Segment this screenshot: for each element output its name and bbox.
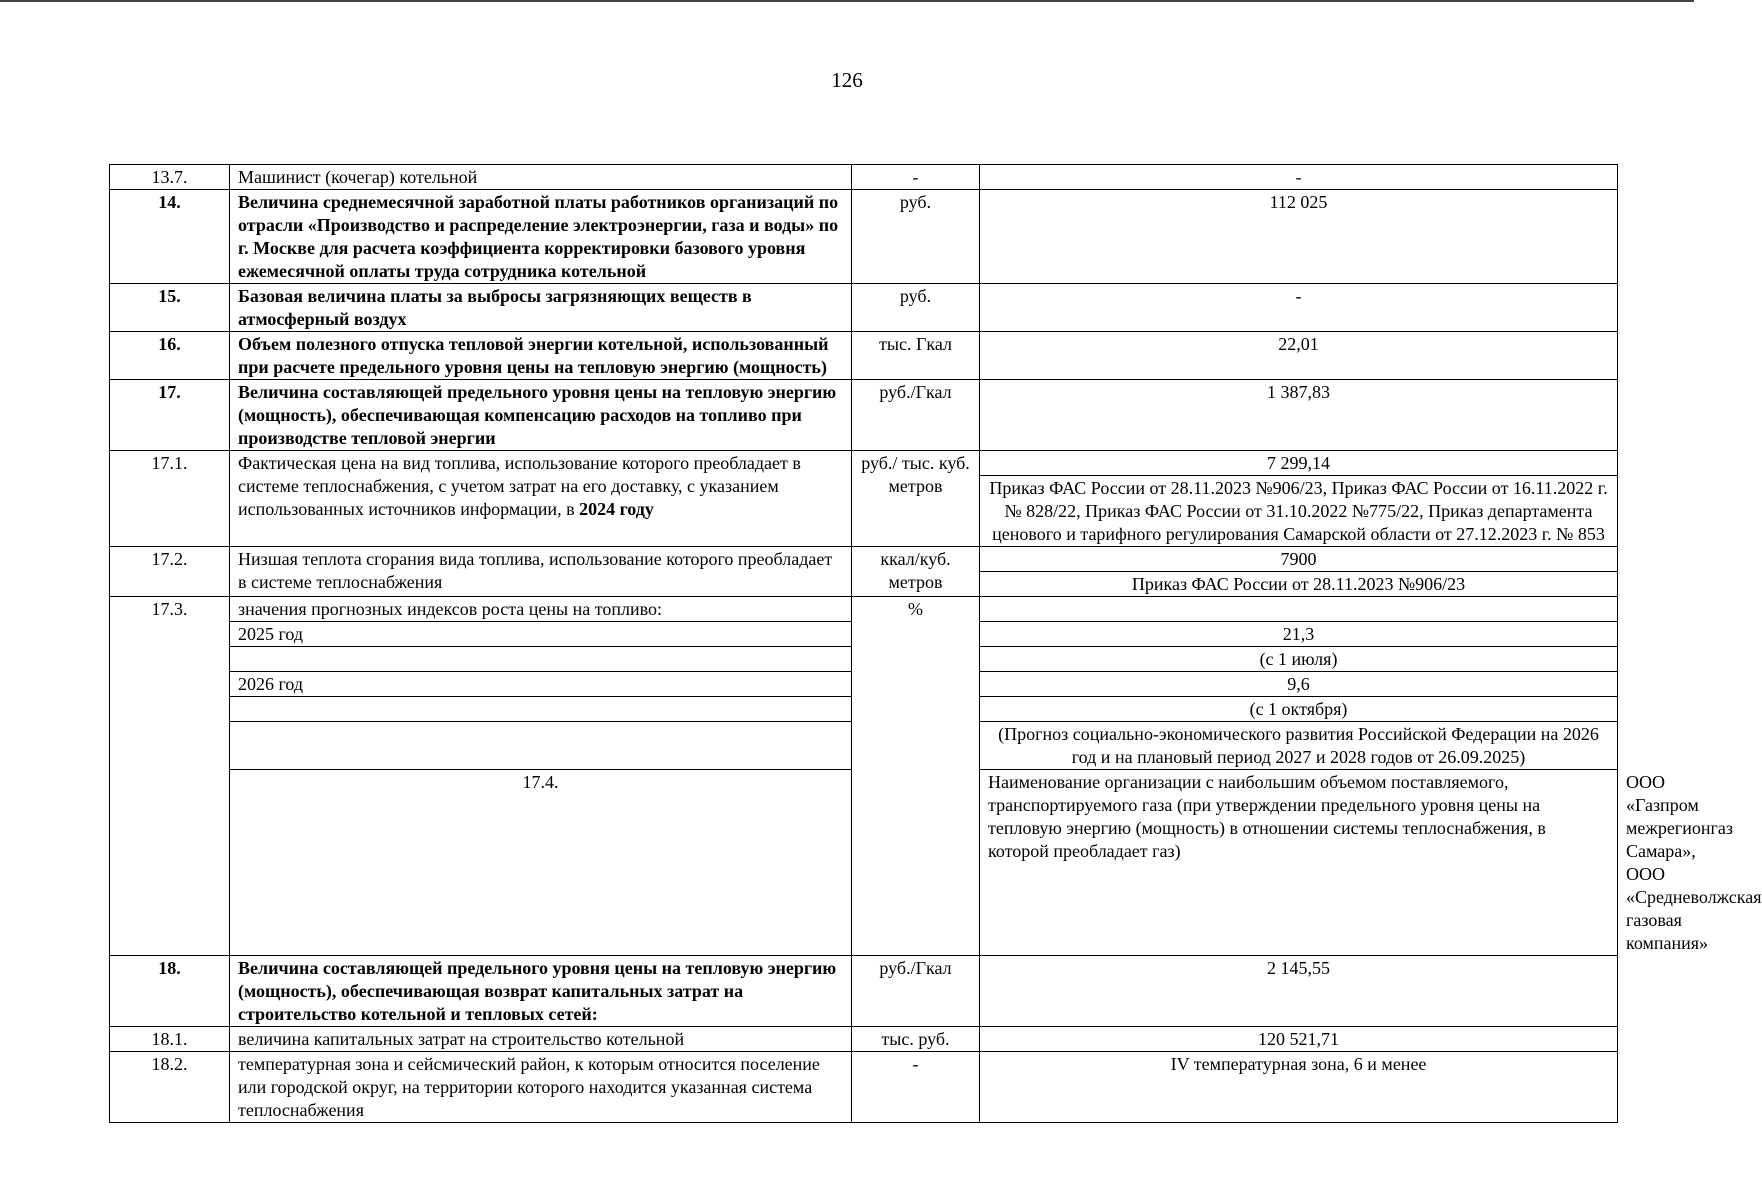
year-2025-value: 21,3 (980, 622, 1618, 647)
row-unit: руб./Гкал (852, 380, 980, 451)
row-value: - (980, 284, 1618, 332)
table-row-16 (110, 332, 1618, 380)
row-number: 15. (110, 284, 230, 332)
row-number: 18. (110, 956, 230, 1027)
row-source: (Прогноз социально-экономического развития Российской Федерации на 2026 год и на плановый период 2027 и 2028 годов от 26.09.2025) (980, 722, 1618, 770)
row-value: - (980, 165, 1618, 190)
row-source: Приказ ФАС России от 28.11.2023 №906/23 (980, 572, 1618, 597)
row-description (230, 451, 852, 547)
row-unit: % (852, 597, 980, 956)
row-description: Низшая теплота сгорания вида топлива, использование которого преобладает в системе теплоснабжения (230, 547, 852, 597)
table-row-13-7 (110, 165, 1618, 190)
data-table (109, 164, 1762, 1123)
row-description-year: 2024 году (579, 499, 654, 519)
table-row-18-1 (110, 1027, 1618, 1052)
row-number: 18.1. (110, 1027, 230, 1052)
row-unit: ккал/куб. метров (852, 547, 980, 597)
top-rule (0, 0, 1694, 2)
table-row-14 (110, 190, 1618, 284)
table-row-17 (110, 380, 1618, 451)
year-2026-label: 2026 год (230, 672, 852, 697)
row-number: 14. (110, 190, 230, 284)
row-description: Машинист (кочегар) котельной (230, 165, 852, 190)
row-value: 1 387,83 (980, 380, 1618, 451)
year-2026-note: (с 1 октября) (980, 697, 1618, 722)
year-2025-label: 2025 год (230, 622, 852, 647)
table-row-17-1 (110, 451, 1618, 476)
row-value: 22,01 (980, 332, 1618, 380)
year-2025-note: (с 1 июля) (980, 647, 1618, 672)
row-unit: - (852, 165, 980, 190)
row-number: 17.3. (110, 597, 230, 956)
row-number: 18.2. (110, 1052, 230, 1123)
row-number: 17.2. (110, 547, 230, 597)
row-unit: руб./Гкал (852, 956, 980, 1027)
row-unit: тыс. Гкал (852, 332, 980, 380)
row-unit: руб./ тыс. куб. метров (852, 451, 980, 547)
empty-cell (230, 697, 852, 722)
row-value: IV температурная зона, 6 и менее (980, 1052, 1618, 1123)
row-unit: руб. (852, 190, 980, 284)
row-value: 7900 (980, 547, 1618, 572)
row-value: 2 145,55 (980, 956, 1618, 1027)
empty-cell (230, 722, 852, 770)
row-description: Наименование организации с наибольшим объемом поставляемого, транспортируемого газа (при утверждении предельного уровня цены на тепловую энергию (мощность) в отношении системы теплоснабжения, в которой преобладает газ) (980, 770, 1618, 956)
page-number: 126 (831, 68, 863, 92)
row-description: Объем полезного отпуска тепловой энергии котельной, использованный при расчете предельного уровня цены на тепловую энергию (мощность) (230, 332, 852, 380)
row-value: 112 025 (980, 190, 1618, 284)
row-value: 120 521,71 (980, 1027, 1618, 1052)
row-description: Базовая величина платы за выбросы загрязняющих веществ в атмосферный воздух (230, 284, 852, 332)
table-row-15 (110, 284, 1618, 332)
row-value-empty (980, 597, 1618, 622)
row-number: 16. (110, 332, 230, 380)
row-description: Величина составляющей предельного уровня цены на тепловую энергию (мощность), обеспечивающая возврат капитальных затрат на строительство котельной и тепловых сетей: (230, 956, 852, 1027)
year-2026-value: 9,6 (980, 672, 1618, 697)
row-description: значения прогнозных индексов роста цены на топливо: (230, 597, 852, 622)
table-row-18 (110, 956, 1618, 1027)
row-source: Приказ ФАС России от 28.11.2023 №906/23, Приказ ФАС России от 16.11.2022 г. № 828/22, Приказ ФАС России от 31.10.2022 №775/22, Приказ департамента ценового и тарифного регулирования Самарской области от 27.12.2023 г. № 853 (980, 476, 1618, 547)
row-description: величина капитальных затрат на строительство котельной (230, 1027, 852, 1052)
table-row-17-4: 17.4. Наименование организации с наибольшим объемом поставляемого, транспортируемого газа (при утверждении предельного уровня цены на тепловую энергию (мощность) в отношении системы теплоснабжения, в которой преобладает газ) ООО «Газпром межрегионгаз Самара», ООО «Средневолжская газовая компания» (110, 770, 1618, 956)
row-unit: руб. (852, 284, 980, 332)
table-row-17-3 (110, 597, 1618, 622)
row-description-text: Фактическая цена на вид топлива, использование которого преобладает в системе теплоснабжения, с учетом затрат на его доставку, с указанием использованных источников информации, в (238, 453, 801, 519)
table-row-18-2 (110, 1052, 1618, 1123)
row-description: Величина составляющей предельного уровня цены на тепловую энергию (мощность), обеспечивающая компенсацию расходов на топливо при производстве тепловой энергии (230, 380, 852, 451)
row-number: 17.1. (110, 451, 230, 547)
row-number: 17. (110, 380, 230, 451)
row-description: Величина среднемесячной заработной платы работников организаций по отрасли «Производство и распределение электроэнергии, газа и воды» по г. Москве для расчета коэффициента корректировки базового уровня ежемесячной оплаты труда сотрудника котельной (230, 190, 852, 284)
row-number: 13.7. (110, 165, 230, 190)
table-row-17-2 (110, 547, 1618, 572)
row-unit: тыс. руб. (852, 1027, 980, 1052)
row-number: 17.4. (230, 770, 852, 956)
row-unit: - (852, 1052, 980, 1123)
empty-cell (230, 647, 852, 672)
row-value: 7 299,14 (980, 451, 1618, 476)
row-description: температурная зона и сейсмический район, к которым относится поселение или городской округ, на территории которого находится указанная система теплоснабжения (230, 1052, 852, 1123)
